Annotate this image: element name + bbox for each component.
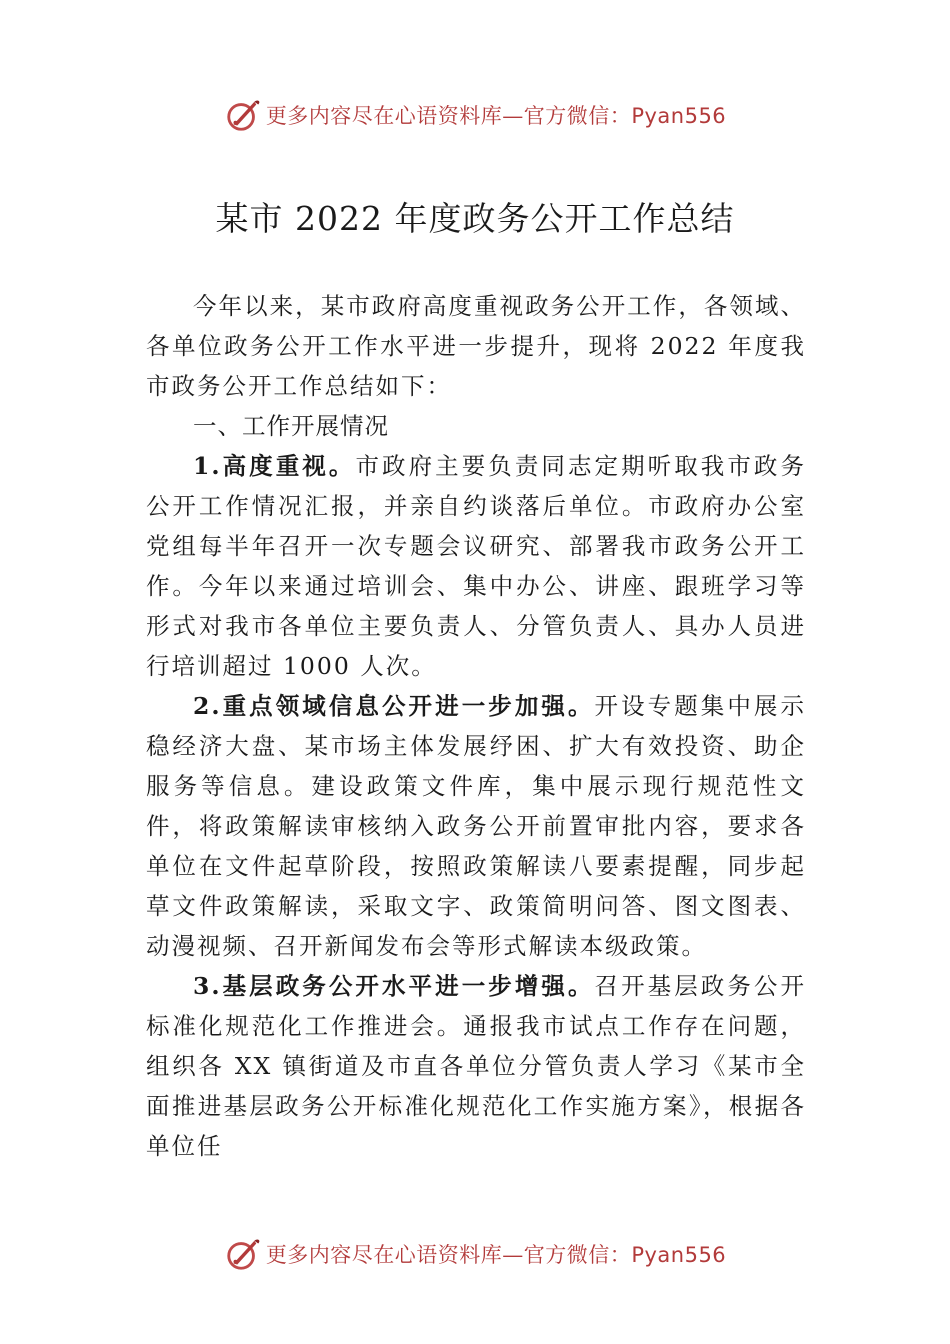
document-title: 某市 2022 年度政务公开工作总结 (215, 199, 735, 238)
watermark-text: 更多内容尽在心语资料库—官方微信：Pyan556 (265, 1243, 727, 1267)
watermark-text: 更多内容尽在心语资料库—官方微信：Pyan556 (265, 104, 727, 128)
document-body (146, 286, 806, 1166)
item-lead: 2.重点领域信息公开进一步加强。 (193, 692, 595, 720)
watermark-banner-bottom (0, 1234, 950, 1274)
item-lead: 3.基层政务公开水平进一步增强。 (193, 972, 595, 1000)
item-paragraph-1 (146, 446, 806, 686)
quill-logo-icon (224, 96, 262, 134)
intro-paragraph: 今年以来，某市政府高度重视政务公开工作，各领域、各单位政务公开工作水平进一步提升，现将 2022 年度我市政务公开工作总结如下： (146, 292, 806, 400)
quill-logo-icon (224, 1235, 262, 1273)
item-paragraph-3 (146, 966, 806, 1166)
section-heading: 一、工作开展情况 (193, 412, 389, 440)
item-paragraph-2 (146, 686, 806, 966)
item-body: 召开基层政务公开标准化规范化工作推进会。通报我市试点工作存在问题，组织各 XX 镇街道及市直各单位分管负责人学习《某市全面推进基层政务公开标准化规范化工作实施方案》，根据各单位任 (146, 972, 806, 1160)
watermark-banner-top (0, 95, 950, 135)
item-lead: 1.高度重视。 (193, 452, 356, 480)
item-body: 开设专题集中展示稳经济大盘、某市场主体发展纾困、扩大有效投资、助企服务等信息。建设政策文件库，集中展示现行规范性文件，将政策解读审核纳入政务公开前置审批内容，要求各单位在文件起草阶段，按照政策解读八要素提醒，同步起草文件政策解读，采取文字、政策简明问答、图文图表、动漫视频、召开新闻发布会等形式解读本级政策。 (146, 692, 806, 960)
item-body: 市政府主要负责同志定期听取我市政务公开工作情况汇报，并亲自约谈落后单位。市政府办公室党组每半年召开一次专题会议研究、部署我市政务公开工作。今年以来通过培训会、集中办公、讲座、跟班学习等形式对我市各单位主要负责人、分管负责人、具办人员进行培训超过 1000 人次。 (146, 452, 806, 680)
